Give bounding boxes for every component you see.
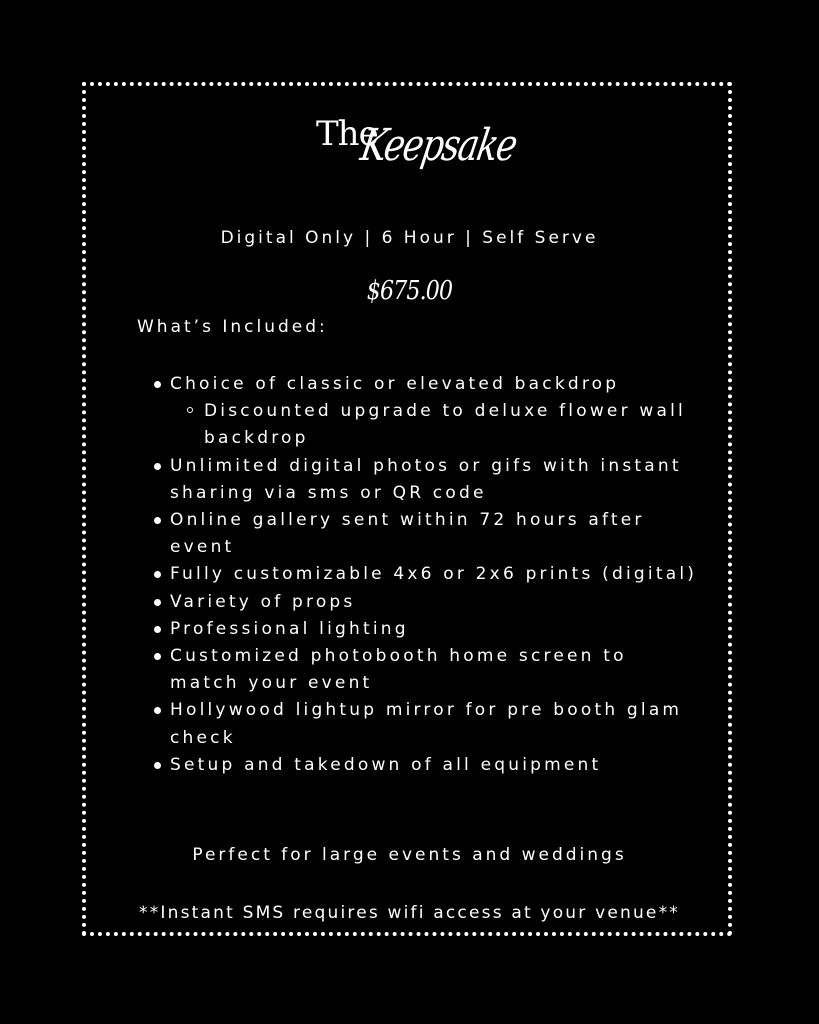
title-the: The bbox=[316, 114, 378, 154]
list-item-label: Setup and takedown of all equipment bbox=[170, 754, 602, 775]
list-item bbox=[170, 616, 700, 643]
closing-line: Perfect for large events and weddings bbox=[192, 845, 627, 865]
list-item-label: Variety of props bbox=[170, 591, 356, 612]
included-list bbox=[170, 371, 700, 779]
list-item bbox=[170, 697, 700, 751]
list-item bbox=[170, 752, 700, 779]
list-item bbox=[170, 643, 700, 697]
list-item bbox=[170, 371, 700, 453]
list-item bbox=[170, 453, 700, 507]
title-keepsake: Keepsake bbox=[357, 120, 521, 171]
sub-list-item bbox=[204, 398, 700, 452]
included-heading: What’s Included: bbox=[137, 317, 328, 337]
footnote: **Instant SMS requires wifi access at your venue** bbox=[139, 903, 680, 923]
list-item bbox=[170, 507, 700, 561]
package-subtitle: Digital Only | 6 Hour | Self Serve bbox=[220, 228, 599, 248]
list-item-label: Online gallery sent within 72 hours after event bbox=[170, 510, 645, 558]
list-item-label: Unlimited digital photos or gifs with instant sharing via sms or QR code bbox=[170, 455, 682, 503]
sub-list bbox=[170, 398, 700, 452]
list-item bbox=[170, 589, 700, 616]
list-item-label: Customized photobooth home screen to match your event bbox=[170, 646, 627, 694]
package-title bbox=[300, 110, 530, 210]
list-item-label: Choice of classic or elevated backdrop bbox=[170, 374, 620, 394]
package-price: $675.00 bbox=[366, 276, 453, 306]
list-item-label: Hollywood lightup mirror for pre booth glam check bbox=[170, 700, 683, 748]
list-item-label: Fully customizable 4x6 or 2x6 prints (digital) bbox=[170, 564, 698, 585]
list-item-label: Professional lighting bbox=[170, 618, 409, 639]
sub-list-item-label: Discounted upgrade to deluxe flower wall backdrop bbox=[204, 401, 686, 449]
list-item bbox=[170, 561, 700, 588]
